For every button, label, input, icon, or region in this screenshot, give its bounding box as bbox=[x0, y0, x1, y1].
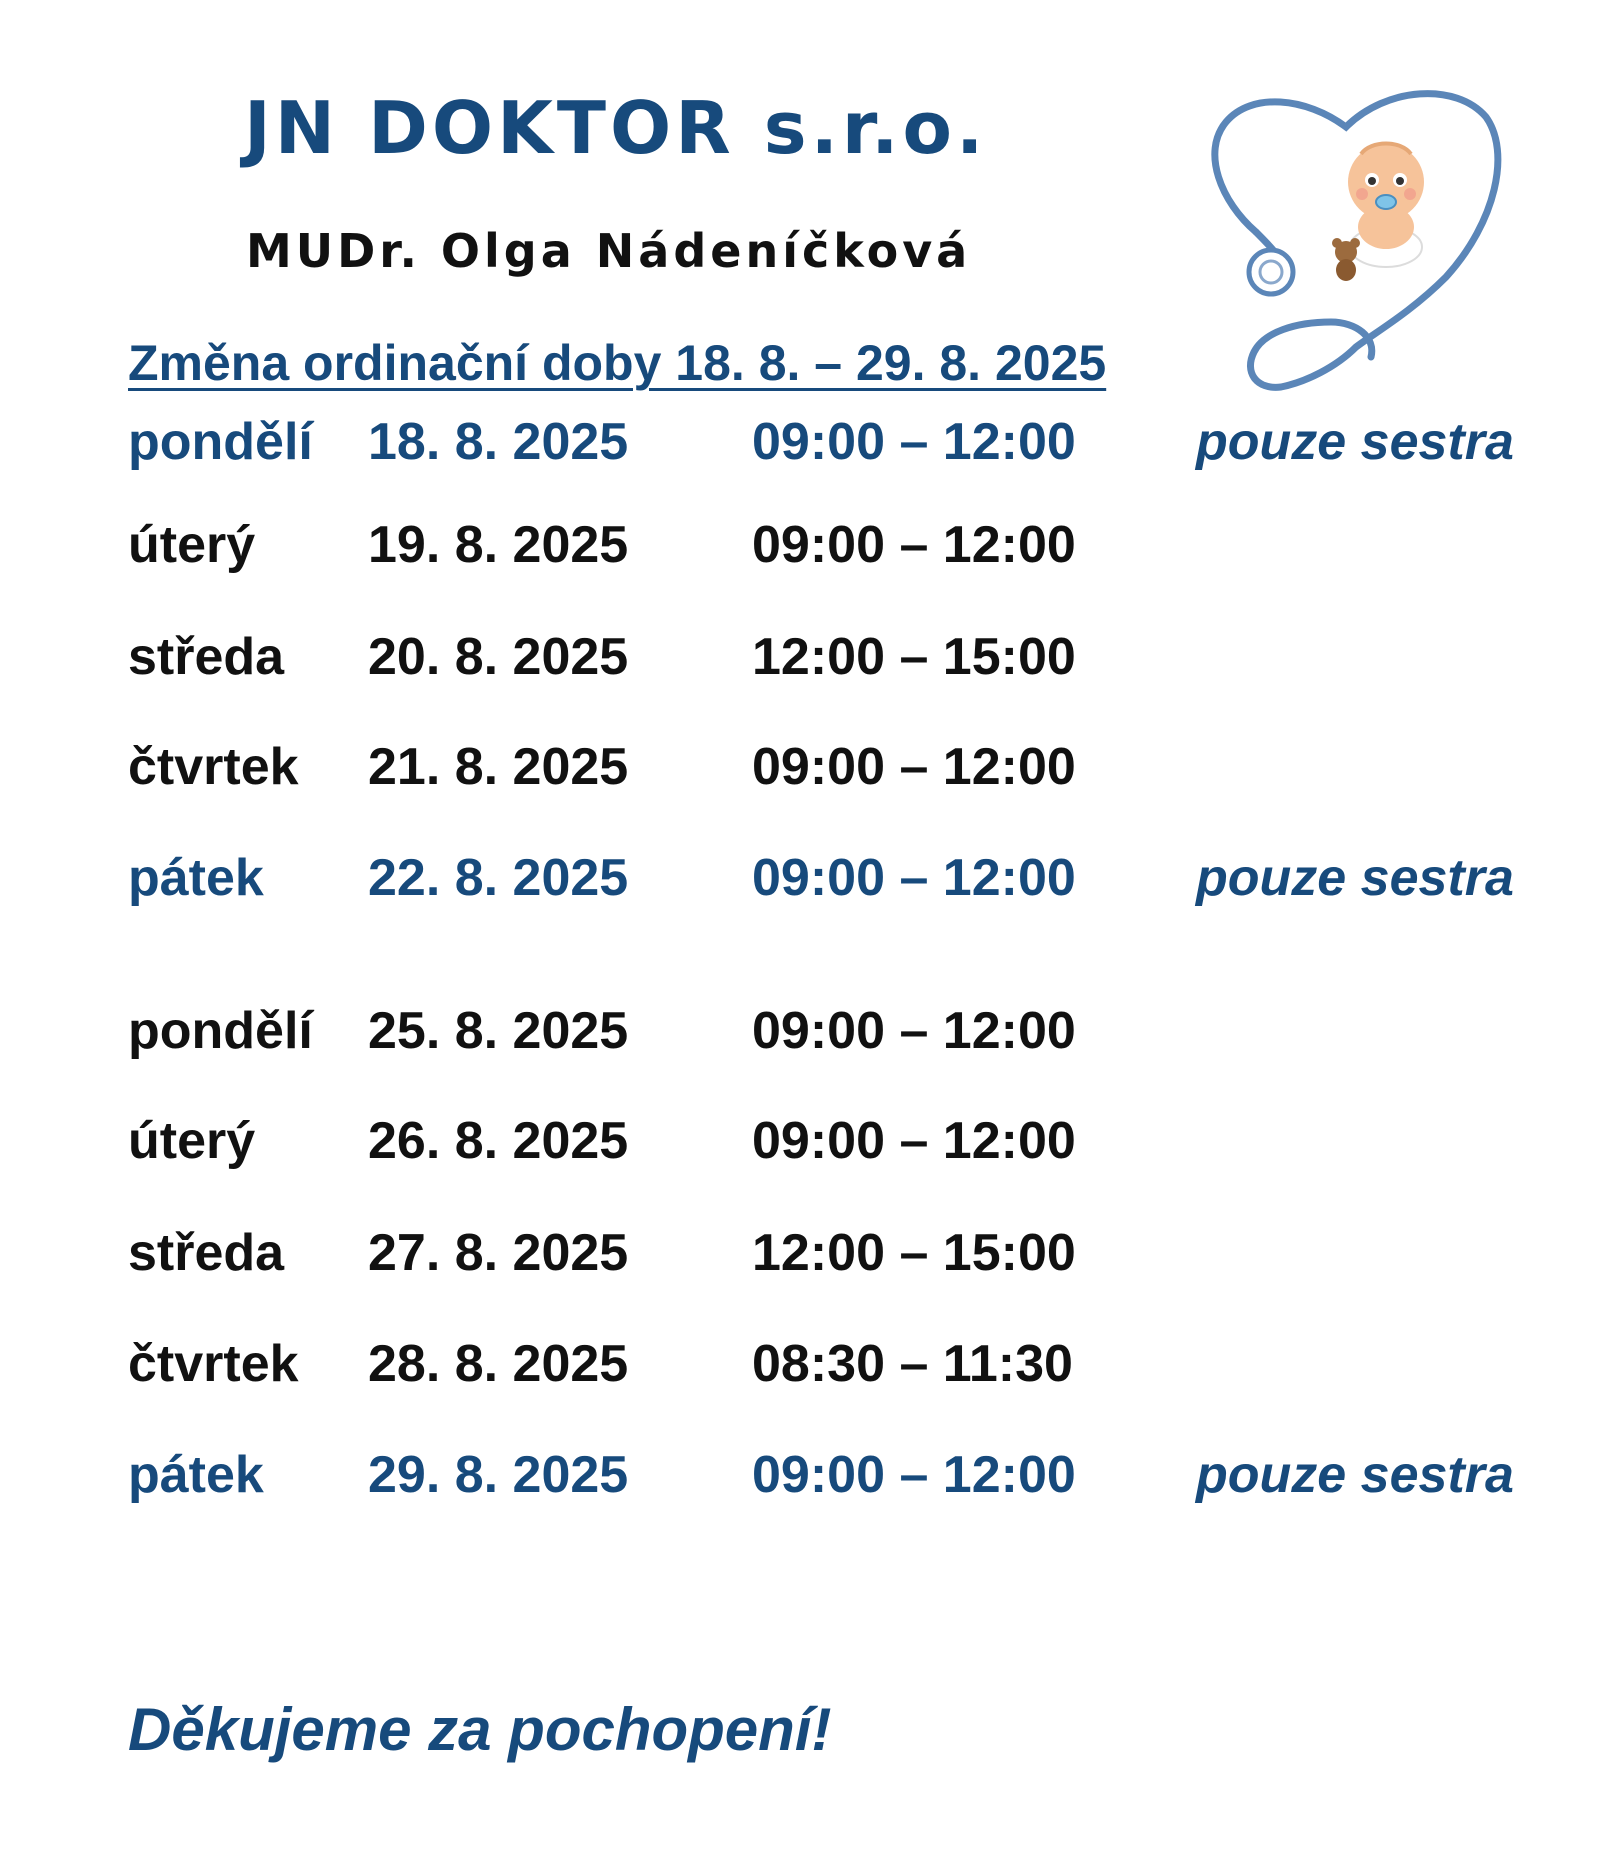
schedule-row bbox=[0, 996, 1608, 1066]
notice-title: Změna ordinační doby 18. 8. – 29. 8. 2025 bbox=[128, 335, 1107, 391]
schedule-row bbox=[0, 1329, 1608, 1399]
schedule-row bbox=[0, 1218, 1608, 1288]
doctor-name: MUDr. Olga Nádeníčková bbox=[246, 224, 972, 278]
thank-you-message: Děkujeme za pochopení! bbox=[128, 1696, 832, 1763]
day-label: pondělí bbox=[128, 413, 313, 471]
day-label: čtvrtek bbox=[128, 1335, 299, 1393]
time-range: 09:00 – 12:00 bbox=[752, 1446, 1076, 1504]
date-label: 19. 8. 2025 bbox=[368, 516, 629, 574]
schedule-row bbox=[0, 407, 1608, 477]
date-label: 28. 8. 2025 bbox=[368, 1335, 629, 1393]
time-range: 09:00 – 12:00 bbox=[752, 516, 1076, 574]
time-range: 09:00 – 12:00 bbox=[752, 1112, 1076, 1170]
day-label: pondělí bbox=[128, 1002, 313, 1060]
nurse-only-note: pouze sestra bbox=[1196, 849, 1514, 907]
day-label: čtvrtek bbox=[128, 738, 299, 796]
date-label: 21. 8. 2025 bbox=[368, 738, 629, 796]
schedule-row bbox=[0, 1440, 1608, 1510]
date-label: 20. 8. 2025 bbox=[368, 628, 629, 686]
nurse-only-note: pouze sestra bbox=[1196, 1446, 1514, 1504]
day-label: středa bbox=[128, 1224, 285, 1282]
day-label: pátek bbox=[128, 849, 264, 907]
day-label: středa bbox=[128, 628, 285, 686]
schedule-row bbox=[0, 622, 1608, 692]
schedule-row bbox=[0, 732, 1608, 802]
time-range: 08:30 – 11:30 bbox=[752, 1335, 1073, 1393]
time-range: 09:00 – 12:00 bbox=[752, 1002, 1076, 1060]
time-range: 09:00 – 12:00 bbox=[752, 738, 1076, 796]
date-label: 18. 8. 2025 bbox=[368, 413, 629, 471]
date-label: 22. 8. 2025 bbox=[368, 849, 629, 907]
date-label: 29. 8. 2025 bbox=[368, 1446, 629, 1504]
schedule-row bbox=[0, 1106, 1608, 1176]
day-label: úterý bbox=[128, 516, 256, 574]
schedule-row bbox=[0, 510, 1608, 580]
schedule-row bbox=[0, 843, 1608, 913]
time-range: 12:00 – 15:00 bbox=[752, 1224, 1076, 1282]
day-label: pátek bbox=[128, 1446, 264, 1504]
time-range: 12:00 – 15:00 bbox=[752, 628, 1076, 686]
date-label: 25. 8. 2025 bbox=[368, 1002, 629, 1060]
time-range: 09:00 – 12:00 bbox=[752, 413, 1076, 471]
nurse-only-note: pouze sestra bbox=[1196, 413, 1514, 471]
day-label: úterý bbox=[128, 1112, 256, 1170]
company-name: JN DOKTOR s.r.o. bbox=[244, 86, 988, 170]
date-label: 26. 8. 2025 bbox=[368, 1112, 629, 1170]
date-label: 27. 8. 2025 bbox=[368, 1224, 629, 1282]
time-range: 09:00 – 12:00 bbox=[752, 849, 1076, 907]
